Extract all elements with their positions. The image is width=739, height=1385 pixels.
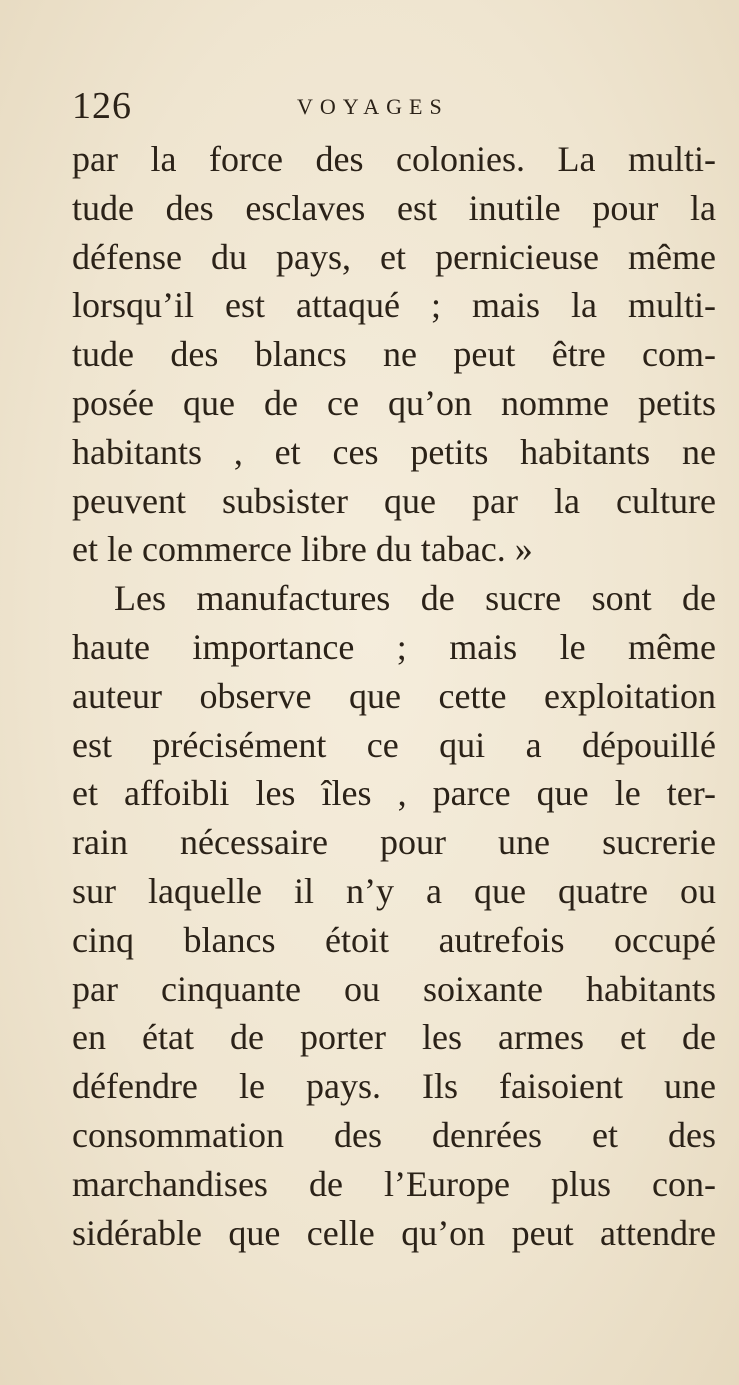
text-line: posée que de ce qu’on nomme petits — [72, 382, 716, 423]
text-line: par la force des colonies. La multi- — [72, 139, 716, 179]
body-text — [72, 135, 716, 1257]
paragraph-start-line: Les manufactures de sucre sont de — [114, 578, 716, 619]
text-line: sidérable que celle qu’on peut attendre — [72, 1212, 716, 1253]
text-line: consommation des denrées et des — [72, 1114, 716, 1155]
text-line: peuvent subsister que par la culture — [72, 480, 716, 521]
text-line: par cinquante ou soixante habitants — [72, 968, 716, 1009]
running-title: VOYAGES — [297, 94, 449, 119]
text-line: est précisément ce qui a dépouillé — [72, 724, 716, 765]
text-line: défense du pays, et pernicieuse même — [72, 236, 716, 277]
running-head — [72, 86, 714, 126]
page-number: 126 — [72, 85, 132, 127]
text-line: tude des blancs ne peut être com- — [72, 334, 716, 375]
text-line: habitants , et ces petits habitants ne — [72, 431, 716, 472]
text-line: rain nécessaire pour une sucrerie — [72, 822, 716, 863]
text-line: cinq blancs étoit autrefois occupé — [72, 919, 716, 960]
text-line: en état de porter les armes et de — [72, 1017, 716, 1058]
text-line: marchandises de l’Europe plus con- — [72, 1163, 716, 1204]
text-line: tude des esclaves est inutile pour la — [72, 187, 716, 228]
text-line: lorsqu’il est attaqué ; mais la multi- — [72, 285, 716, 326]
text-line: haute importance ; mais le même — [72, 626, 716, 667]
text-line: auteur observe que cette exploitation — [72, 675, 716, 716]
paragraph-end-line: et le commerce libre du tabac. » — [72, 529, 533, 570]
text-line: et affoibli les îles , parce que le ter- — [72, 773, 716, 814]
text-line: sur laquelle il n’y a que quatre ou — [72, 870, 716, 911]
text-line: défendre le pays. Ils faisoient une — [72, 1066, 716, 1107]
